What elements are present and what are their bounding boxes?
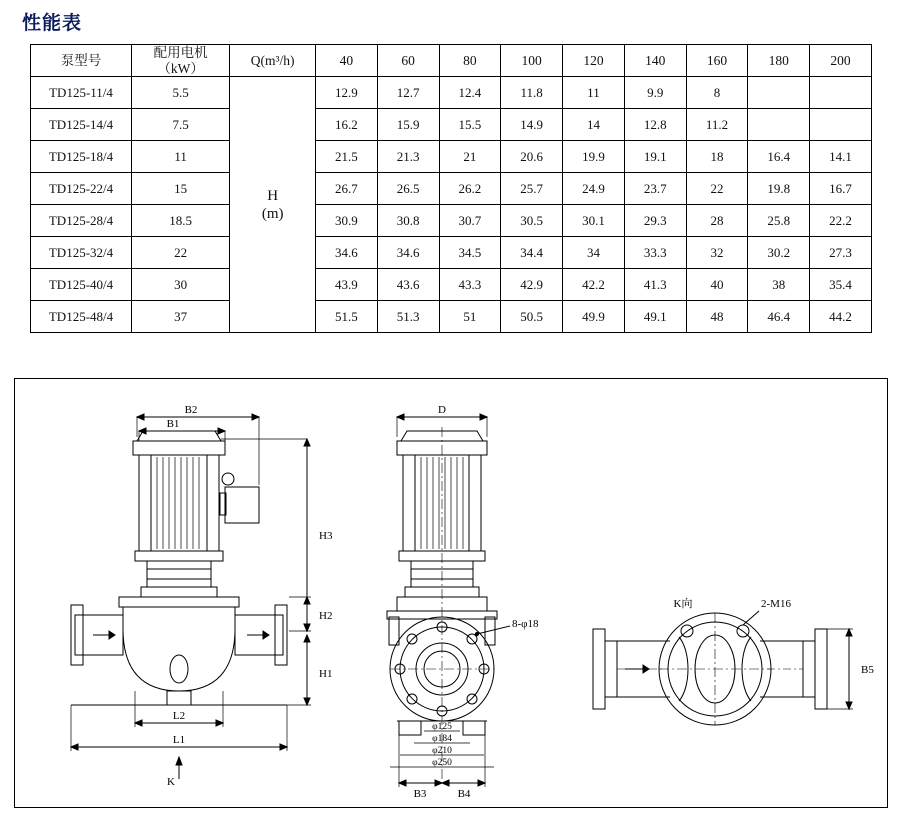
- header-flow-180: 180: [748, 45, 810, 77]
- cell-model: TD125-32/4: [31, 237, 132, 269]
- cell-motor: 18.5: [132, 205, 230, 237]
- cell-value: 44.2: [810, 301, 872, 333]
- table-row: [31, 141, 872, 173]
- cell-value: 19.8: [748, 173, 810, 205]
- cell-value: [810, 109, 872, 141]
- cell-value: 43.6: [377, 269, 439, 301]
- cell-motor: 15: [132, 173, 230, 205]
- cell-motor: 22: [132, 237, 230, 269]
- cell-model: TD125-28/4: [31, 205, 132, 237]
- cell-model: TD125-11/4: [31, 77, 132, 109]
- cell-value: 20.6: [501, 141, 563, 173]
- label-b1: B1: [166, 418, 180, 430]
- header-flow-200: 200: [810, 45, 872, 77]
- label-b5: B5: [861, 664, 874, 676]
- cell-value: 19.9: [563, 141, 625, 173]
- cell-value: [748, 109, 810, 141]
- cell-value: 16.4: [748, 141, 810, 173]
- label-b3: B3: [413, 788, 427, 800]
- cell-value: 40: [686, 269, 748, 301]
- label-h2: H2: [319, 610, 333, 622]
- table-row: [31, 77, 872, 109]
- cell-value: 30.2: [748, 237, 810, 269]
- table-row: [31, 173, 872, 205]
- head-label-line2: (m): [261, 205, 284, 222]
- table-row: [31, 237, 872, 269]
- cell-value: 30.9: [316, 205, 378, 237]
- cell-head-label: [230, 77, 316, 333]
- cell-value: 14.1: [810, 141, 872, 173]
- table-header-row: [31, 45, 872, 77]
- cell-value: 16.7: [810, 173, 872, 205]
- label-k: K: [167, 776, 175, 788]
- cell-value: 34.6: [316, 237, 378, 269]
- cell-value: 42.9: [501, 269, 563, 301]
- page-title: 性能表: [22, 13, 83, 34]
- cell-value: 21.5: [316, 141, 378, 173]
- cell-value: 30.8: [377, 205, 439, 237]
- cell-value: 15.5: [439, 109, 501, 141]
- cell-value: 43.9: [316, 269, 378, 301]
- cell-value: 51: [439, 301, 501, 333]
- cell-value: 23.7: [624, 173, 686, 205]
- cell-value: 46.4: [748, 301, 810, 333]
- cell-value: 25.7: [501, 173, 563, 205]
- cell-value: 49.9: [563, 301, 625, 333]
- header-flow: Q(m³/h): [230, 45, 316, 77]
- cell-value: 48: [686, 301, 748, 333]
- label-phi250: φ250: [432, 758, 452, 768]
- cell-motor: 30: [132, 269, 230, 301]
- performance-table-container: [30, 44, 872, 333]
- cell-value: 34: [563, 237, 625, 269]
- cell-value: [810, 77, 872, 109]
- cell-model: TD125-48/4: [31, 301, 132, 333]
- cell-value: 11.8: [501, 77, 563, 109]
- table-row: [31, 109, 872, 141]
- cell-value: 50.5: [501, 301, 563, 333]
- cell-value: 51.3: [377, 301, 439, 333]
- label-phi184: φ184: [432, 734, 452, 744]
- label-b4: B4: [457, 788, 471, 800]
- performance-table: [30, 44, 872, 333]
- cell-model: TD125-14/4: [31, 109, 132, 141]
- cell-value: 34.6: [377, 237, 439, 269]
- cell-value: 28: [686, 205, 748, 237]
- cell-value: 12.9: [316, 77, 378, 109]
- label-2-m16: 2-M16: [761, 598, 791, 610]
- cell-value: 24.9: [563, 173, 625, 205]
- cell-value: 15.9: [377, 109, 439, 141]
- cell-value: 30.5: [501, 205, 563, 237]
- cell-motor: 7.5: [132, 109, 230, 141]
- header-flow-100: 100: [501, 45, 563, 77]
- cell-value: 22.2: [810, 205, 872, 237]
- label-bolt-holes: 8-φ18: [512, 618, 539, 630]
- cell-value: 34.4: [501, 237, 563, 269]
- cell-value: 26.5: [377, 173, 439, 205]
- cell-value: 32: [686, 237, 748, 269]
- cell-model: TD125-40/4: [31, 269, 132, 301]
- cell-value: 19.1: [624, 141, 686, 173]
- cell-value: 42.2: [563, 269, 625, 301]
- cell-value: 51.5: [316, 301, 378, 333]
- cell-value: 14: [563, 109, 625, 141]
- header-motor: [132, 45, 230, 77]
- dimension-drawing: [14, 378, 888, 808]
- cell-value: 26.2: [439, 173, 501, 205]
- cell-value: 21.3: [377, 141, 439, 173]
- cell-value: 38: [748, 269, 810, 301]
- cell-motor: 5.5: [132, 77, 230, 109]
- header-motor-line2: （kW）: [157, 60, 204, 76]
- header-flow-40: 40: [316, 45, 378, 77]
- cell-value: 41.3: [624, 269, 686, 301]
- cell-value: 30.7: [439, 205, 501, 237]
- cell-value: 18: [686, 141, 748, 173]
- header-motor-line1: 配用电机: [153, 45, 208, 60]
- head-label-line1: H: [267, 187, 279, 204]
- header-flow-60: 60: [377, 45, 439, 77]
- cell-value: 26.7: [316, 173, 378, 205]
- label-h1: H1: [319, 668, 333, 680]
- header-model: 泵型号: [31, 45, 132, 77]
- cell-value: 25.8: [748, 205, 810, 237]
- cell-model: TD125-22/4: [31, 173, 132, 205]
- cell-value: 11: [563, 77, 625, 109]
- cell-value: 33.3: [624, 237, 686, 269]
- cell-value: 35.4: [810, 269, 872, 301]
- cell-value: 8: [686, 77, 748, 109]
- table-row: [31, 205, 872, 237]
- cell-model: TD125-18/4: [31, 141, 132, 173]
- cell-value: 9.9: [624, 77, 686, 109]
- cell-value: 43.3: [439, 269, 501, 301]
- table-row: [31, 269, 872, 301]
- header-flow-120: 120: [563, 45, 625, 77]
- cell-motor: 11: [132, 141, 230, 173]
- table-row: [31, 301, 872, 333]
- cell-value: 11.2: [686, 109, 748, 141]
- label-b2: B2: [184, 404, 198, 416]
- cell-value: 14.9: [501, 109, 563, 141]
- cell-value: 22: [686, 173, 748, 205]
- label-l2: L2: [172, 710, 186, 722]
- label-phi210: φ210: [432, 746, 452, 756]
- header-flow-160: 160: [686, 45, 748, 77]
- label-d: D: [438, 404, 446, 416]
- cell-value: 12.8: [624, 109, 686, 141]
- cell-value: [748, 77, 810, 109]
- cell-value: 29.3: [624, 205, 686, 237]
- cell-value: 21: [439, 141, 501, 173]
- label-k-view: K向: [673, 598, 693, 610]
- cell-value: 49.1: [624, 301, 686, 333]
- label-h3: H3: [319, 530, 333, 542]
- cell-value: 12.4: [439, 77, 501, 109]
- label-phi125: φ125: [432, 722, 452, 732]
- header-flow-80: 80: [439, 45, 501, 77]
- cell-value: 34.5: [439, 237, 501, 269]
- header-flow-140: 140: [624, 45, 686, 77]
- cell-motor: 37: [132, 301, 230, 333]
- cell-value: 12.7: [377, 77, 439, 109]
- cell-value: 16.2: [316, 109, 378, 141]
- cell-value: 30.1: [563, 205, 625, 237]
- cell-value: 27.3: [810, 237, 872, 269]
- label-l1: L1: [172, 734, 186, 746]
